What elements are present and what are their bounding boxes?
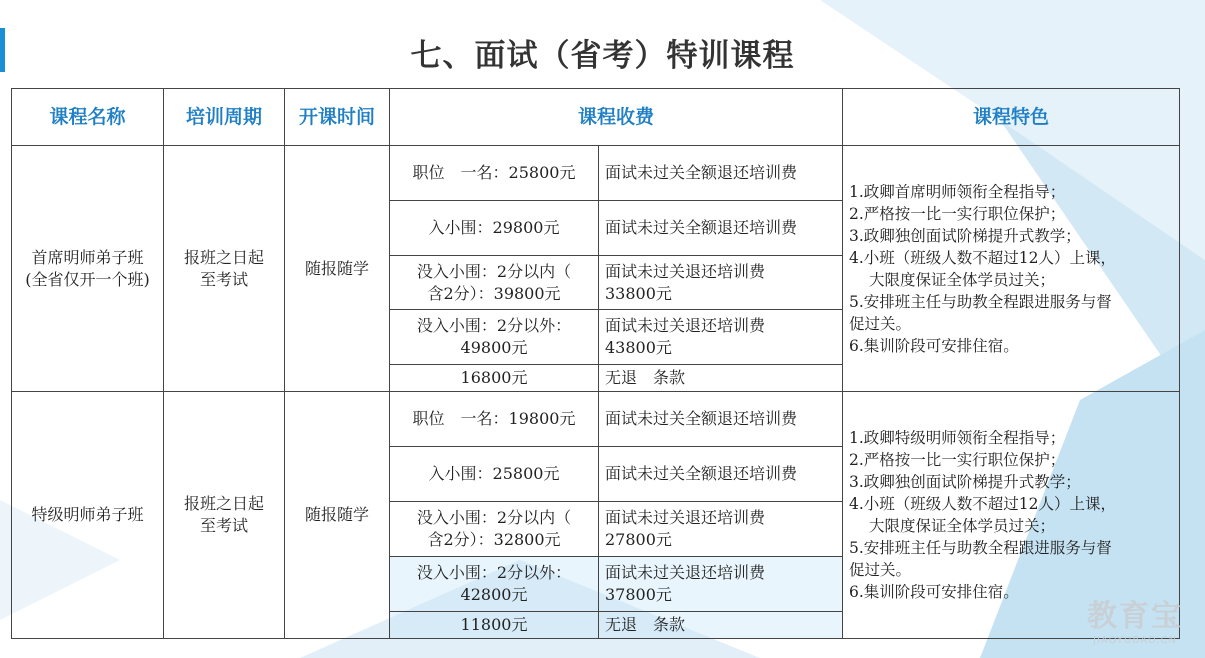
header-fee: 课程收费 <box>390 89 843 146</box>
refund-amount: 37800元 <box>605 585 672 604</box>
refund-policy <box>599 612 843 639</box>
feature-item: 6.集训阶段可安排住宿。 <box>849 583 1019 601</box>
period-cell <box>164 392 285 639</box>
page-title: 七、面试（省考）特训课程 <box>410 38 795 74</box>
feature-item: 促过关。 <box>849 561 912 579</box>
feature-item: 5.安排班主任与助教全程跟进服务与督 <box>849 292 1112 311</box>
course-name: 特级明师弟子班 <box>31 505 144 524</box>
refund-amount: 33800元 <box>605 283 672 303</box>
feature-item: 大限度保证全体学员过关； <box>869 270 1056 289</box>
course-name: 首席明师弟子班 <box>31 247 144 267</box>
refund-policy <box>599 392 843 447</box>
fee-text: 42800元 <box>460 585 528 604</box>
refund-amount: 43800元 <box>605 338 672 357</box>
header-period: 培训周期 <box>164 89 285 146</box>
header-feature: 课程特色 <box>843 89 1180 146</box>
header-course-name: 课程名称 <box>12 89 164 146</box>
feature-cell <box>843 146 1180 392</box>
fee-option <box>390 557 599 612</box>
table-row <box>12 146 1180 201</box>
fee-text: 没入小围：2分以外： <box>416 316 572 335</box>
refund-amount: 27800元 <box>605 530 672 549</box>
course-name-note: (全省仅开一个班) <box>25 269 150 289</box>
feature-item: 5.安排班主任与助教全程跟进服务与督 <box>849 539 1112 557</box>
fee-text: 16800元 <box>460 368 528 387</box>
header-row <box>12 89 1180 146</box>
feature-item: 4.小班（班级人数不超过12人）上课， <box>849 248 1117 267</box>
refund-policy <box>599 365 843 392</box>
period-cell <box>164 146 285 392</box>
fee-option <box>390 201 599 256</box>
feature-item: 大限度保证全体学员过关； <box>869 517 1056 535</box>
refund-text: 面试未过关退还培训费 <box>605 316 766 335</box>
period-line: 至考试 <box>199 269 248 289</box>
feature-item: 4.小班（班级人数不超过12人）上课， <box>849 495 1117 513</box>
feature-item: 2.严格按一比一实行职位保护； <box>849 204 1066 223</box>
start-time-cell: 随报随学 <box>285 392 390 639</box>
refund-policy <box>599 310 843 365</box>
header-start-time: 开课时间 <box>285 89 390 146</box>
feature-item: 3.政卿独创面试阶梯提升式教学； <box>849 226 1081 245</box>
feature-item: 促过关。 <box>849 314 912 333</box>
course-table <box>11 88 1180 639</box>
refund-text: 面试未过关全额退还培训费 <box>605 163 798 182</box>
fee-option <box>390 256 599 310</box>
watermark-logo <box>1087 591 1183 646</box>
period-line: 至考试 <box>199 516 248 535</box>
refund-text: 面试未过关全额退还培训费 <box>605 464 798 483</box>
refund-policy <box>599 557 843 612</box>
start-time-cell: 随报随学 <box>285 146 390 392</box>
feature-item: 3.政卿独创面试阶梯提升式教学； <box>849 473 1081 491</box>
feature-item: 1.政卿特级明师领衔全程指导； <box>849 429 1066 447</box>
course-name-cell <box>12 392 164 639</box>
fee-text: 没入小围：2分以外： <box>416 563 572 582</box>
refund-text: 无退 条款 <box>605 615 686 634</box>
fee-option <box>390 365 599 392</box>
refund-text: 面试未过关全额退还培训费 <box>605 409 798 428</box>
refund-policy <box>599 201 843 256</box>
fee-text: 没入小围：2分以内（ <box>416 261 572 281</box>
fee-text: 入小围：25800元 <box>428 464 560 483</box>
fee-text: 职位 一名：25800元 <box>412 163 576 182</box>
fee-text: 11800元 <box>460 615 528 634</box>
feature-item: 1.政卿首席明师领衔全程指导； <box>849 182 1066 201</box>
fee-text: 含2分）：39800元 <box>427 283 561 303</box>
fee-text: 职位 一名：19800元 <box>412 409 576 428</box>
fee-option <box>390 392 599 447</box>
refund-text: 面试未过关退还培训费 <box>605 563 766 582</box>
fee-text: 49800元 <box>460 338 528 357</box>
fee-text: 含2分）：32800元 <box>427 530 561 549</box>
period-line: 报班之日起 <box>183 247 264 267</box>
fee-option <box>390 310 599 365</box>
fee-option <box>390 502 599 557</box>
refund-policy <box>599 146 843 201</box>
refund-text: 无退 条款 <box>605 368 686 387</box>
fee-option <box>390 447 599 502</box>
feature-item: 2.严格按一比一实行职位保护； <box>849 451 1066 469</box>
watermark-url: JIAOYUBAO.CN <box>1093 635 1177 646</box>
fee-text: 没入小围：2分以内（ <box>416 508 572 527</box>
refund-policy <box>599 447 843 502</box>
refund-policy <box>599 502 843 557</box>
refund-text: 面试未过关全额退还培训费 <box>605 218 798 237</box>
watermark-text: 教育宝 <box>1087 599 1183 634</box>
fee-option <box>390 612 599 639</box>
fee-option <box>390 146 599 201</box>
refund-policy <box>599 256 843 310</box>
fee-text: 入小围：29800元 <box>428 218 560 237</box>
period-line: 报班之日起 <box>183 494 264 513</box>
feature-item: 6.集训阶段可安排住宿。 <box>849 336 1019 355</box>
refund-text: 面试未过关退还培训费 <box>605 508 766 527</box>
course-name-cell <box>12 146 164 392</box>
refund-text: 面试未过关退还培训费 <box>605 261 766 281</box>
table-row <box>12 392 1180 447</box>
